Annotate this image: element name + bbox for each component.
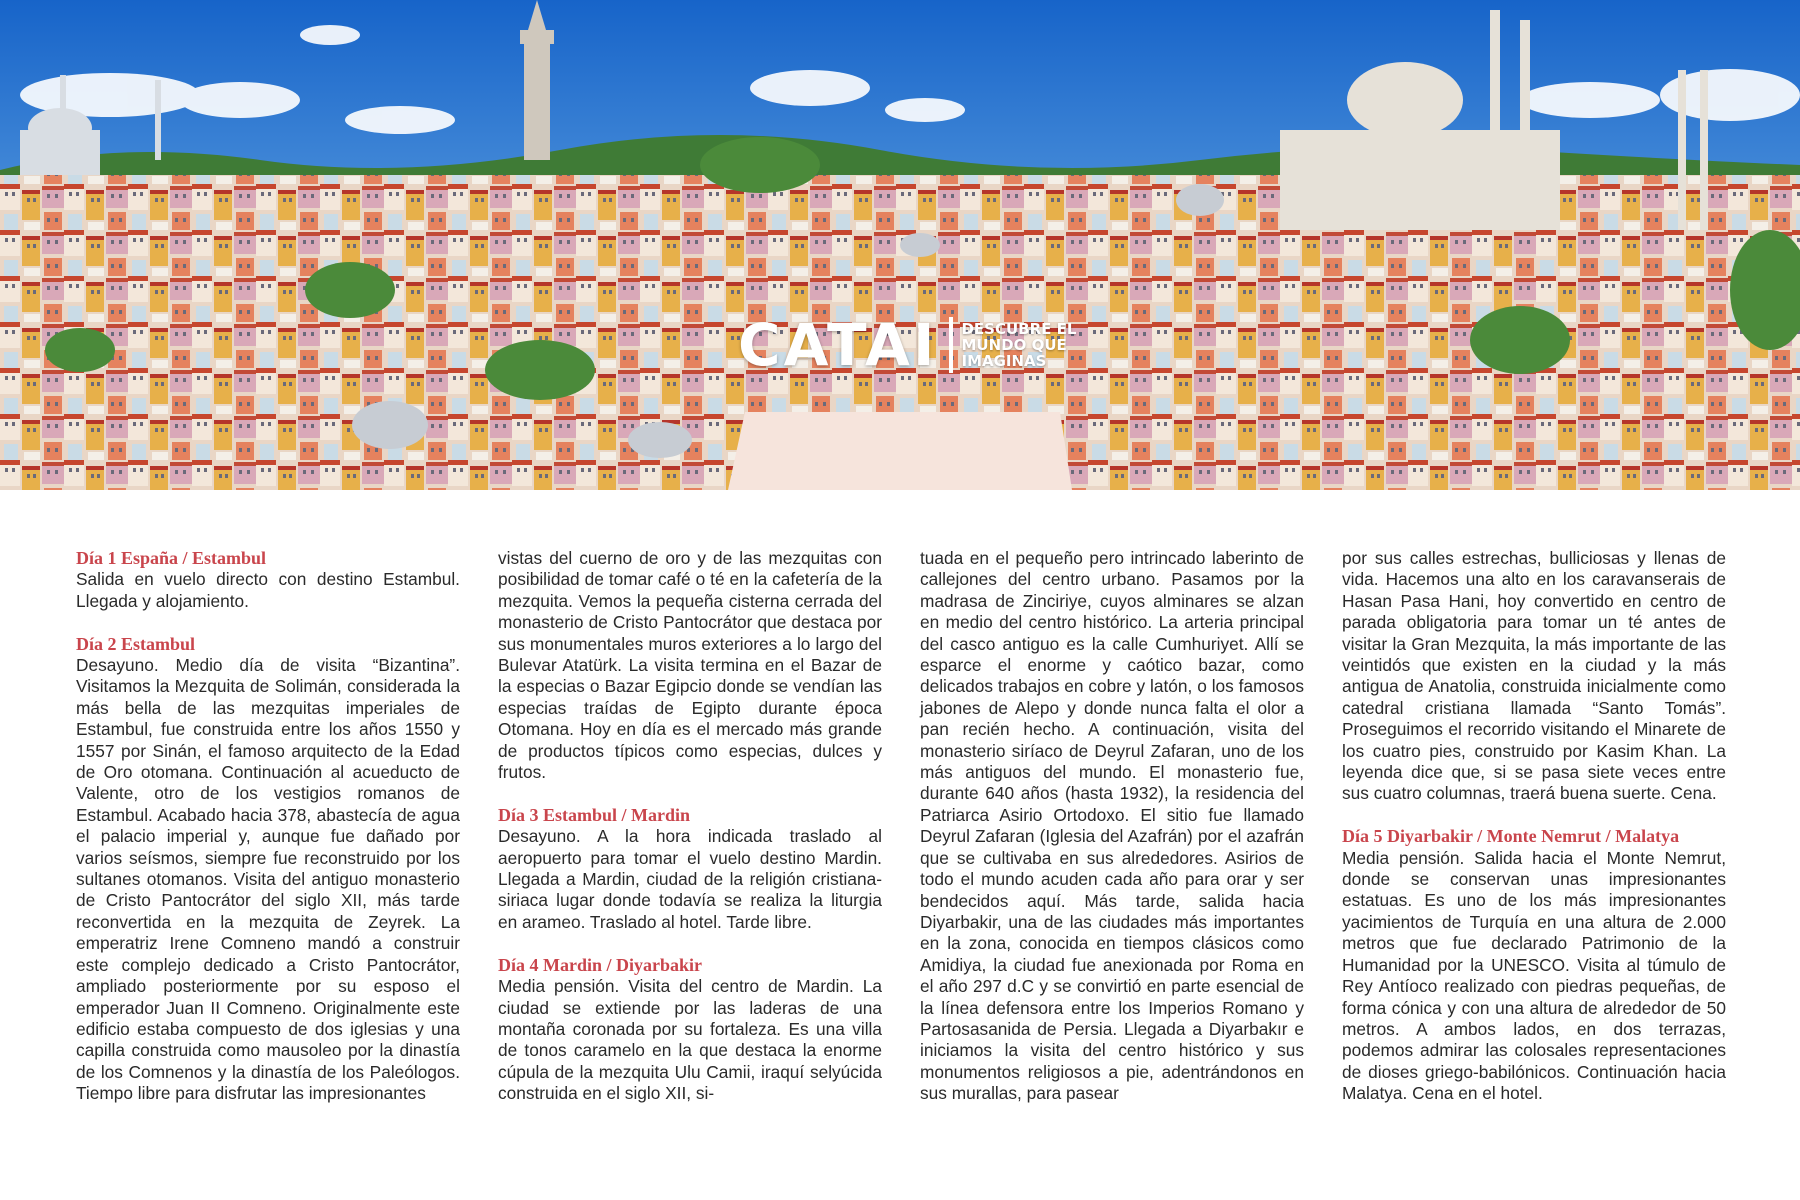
day-4-text-continued-2: por sus calles estrechas, bulliciosas y llenas de vida. Hacemos una alto en los caravanserais de Hasan Pasa Hani, hoy convertido en centro de parada obligatoria para tomar un té antes de visitar la Gran Mezquita, la más importante de las veintidós que existen en la ciudad y la más antigua de Anatolia, construida inicialmente como catedral cristiana llamada “Santo Tomás”. Proseguimos el recorrido visitando el Minarete de los cuatro pies, construido por Kasim Khan. La leyenda dice que, si se pasa siete veces entre sus cuatro columnas, traerá buena suerte. Cena. (1342, 548, 1726, 804)
column-4 (1342, 548, 1726, 1105)
day-2-title: Día 2 Estambul (76, 633, 196, 654)
hero-image (0, 0, 1800, 490)
logo-divider (949, 317, 953, 373)
day-4-title: Día 4 Mardin / Diyarbakir (498, 954, 703, 975)
brand-name: CATAI (738, 311, 938, 379)
itinerary-columns (76, 548, 1726, 1148)
day-4-text: Media pensión. Visita del centro de Mardin. La ciudad se extiende por las laderas de una montaña coronada por su fortaleza. Es una villa de tonos caramelo en la que destaca la enorme cúpula de la mezquita Ulu Camii, iraquí selyúcida construida en el siglo XII, si- (498, 976, 882, 1104)
day-1-title: Día 1 España / Estambul (76, 548, 267, 568)
column-1 (76, 548, 460, 1105)
day-2-text-continued: vistas del cuerno de oro y de las mezquitas con posibilidad de tomar café o té en la cafetería de la mezquita. Vemos la pequeña cisterna cerrada del monasterio de Cristo Pantocrátor que destaca por sus monumentales muros exteriores a lo largo del Bulevar Atatürk. La visita termina en el Bazar de la especias o Bazar Egipcio donde se vendían las especias traídas de Egipto durante época Otomana. Hoy en día es el mercado más grande de productos típicos como especias, dulces y frutos. (498, 548, 882, 783)
brand-tagline: DESCUBRE EL MUNDO QUE IMAGINAS (961, 320, 1077, 370)
day-3-text: Desayuno. A la hora indicada traslado al aeropuerto para tomar el vuelo destino Mardin. Llegada a Mardin, ciudad de la religión cristiana-siriaca lugar donde todavía se realiza la liturgia en arameo. Traslado al hotel. Tarde libre. (498, 826, 882, 932)
column-3 (920, 548, 1304, 1105)
istanbul-skyline-illustration (0, 0, 1800, 490)
day-5-text: Media pensión. Salida hacia el Monte Nemrut, donde se conservan unas impresionantes estatuas. Es uno de los más impresionantes yacimientos de Turquía en una altura de 2.000 metros que fue declarado Patrimonio de la Humanidad por la UNESCO. Visita al túmulo de Rey Antíoco realizado con piedras pequeñas, de forma cónica y con una altura de alrededor de 50 metros. A ambos lados, en dos terrazas, podemos admirar las colosales representaciones de dioses griego-babilónicos. Continuación hacia Malatya. Cena en el hotel. (1342, 847, 1726, 1104)
day-4-text-continued: tuada en el pequeño pero intrincado laberinto de callejones del centro urbano. Pasamos por la madrasa de Zinciriye, cuyos alminares se alzan en medio del centro histórico. La arteria principal del casco antiguo es la calle Cumhuriyet. Allí se esparce el enorme y caótico bazar, como delicados trabajos en cobre y latón, o los famosos jabones de Alepo y donde nunca falta el olor a pan recién hecho. A continuación, visita del monasterio siríaco de Deyrul Zafaran, uno de los más antiguos del mundo. El monasterio fue, durante 640 años (hasta 1932), la residencia del Patriarca Asirio Ortodoxo. El sitio fue llamado Deyrul Zafaran (Iglesia del Azafrán) por el azafrán que se cultivaba en sus alrededores. Asirios de todo el mundo acuden cada año para orar y ser bendecidos aquí. Más tarde, salida hacia Diyarbakir, una de las ciudades más importantes en la zona, conocida en tiempos clásicos como Amidiya, la ciudad fue anexionada por Roma en el año 297 d.C y se convirtió en parte esencial de la línea defensora entre los Imperios Romano y Partosasanida de Persia. Llegada a Diyarbakır e iniciamos la visita del centro histórico y sus monumentos religiosos a pie, adentrándonos en sus murallas, para pasear (920, 548, 1304, 1104)
column-2 (498, 548, 882, 1105)
catai-logo (738, 311, 1091, 379)
day-3-title: Día 3 Estambul / Mardin (498, 804, 691, 825)
day-1-text: Salida en vuelo directo con destino Estambul. Llegada y alojamiento. (76, 569, 460, 611)
day-5-title: Día 5 Diyarbakir / Monte Nemrut / Malatya (1342, 826, 1680, 847)
day-2-text: Desayuno. Medio día de visita “Bizantina”. Visitamos la Mezquita de Solimán, considerada la más bella de las mezquitas imperiales de Estambul, fue construida entre los años 1550 y 1557 por Sinán, el famoso arquitecto de la Edad de Oro otomana. Continuación al acueducto de Valente, otro de los vestigios romanos de Estambul. Acabado hacia 378, abastecía de agua el palacio imperial y, aunque fue dañado por varios seísmos, siempre fue reconstruido por los sultanes otomanos. Visita del antiguo monasterio de Cristo Pantocrátor del siglo XII, más tarde reconvertida en la mezquita de Zeyrek. La emperatriz Irene Comneno mandó a construir este complejo dedicado a Cristo Pantocrátor, ampliado posteriormente por su esposo el emperador Juan II Comneno. Originalmente este edificio estaba compuesto de dos iglesias y una capilla construida como mausoleo por la dinastía de los Comnenos y la dinastía de los Paleólogos. Tiempo libre para disfrutar las impresionantes (76, 655, 460, 1104)
